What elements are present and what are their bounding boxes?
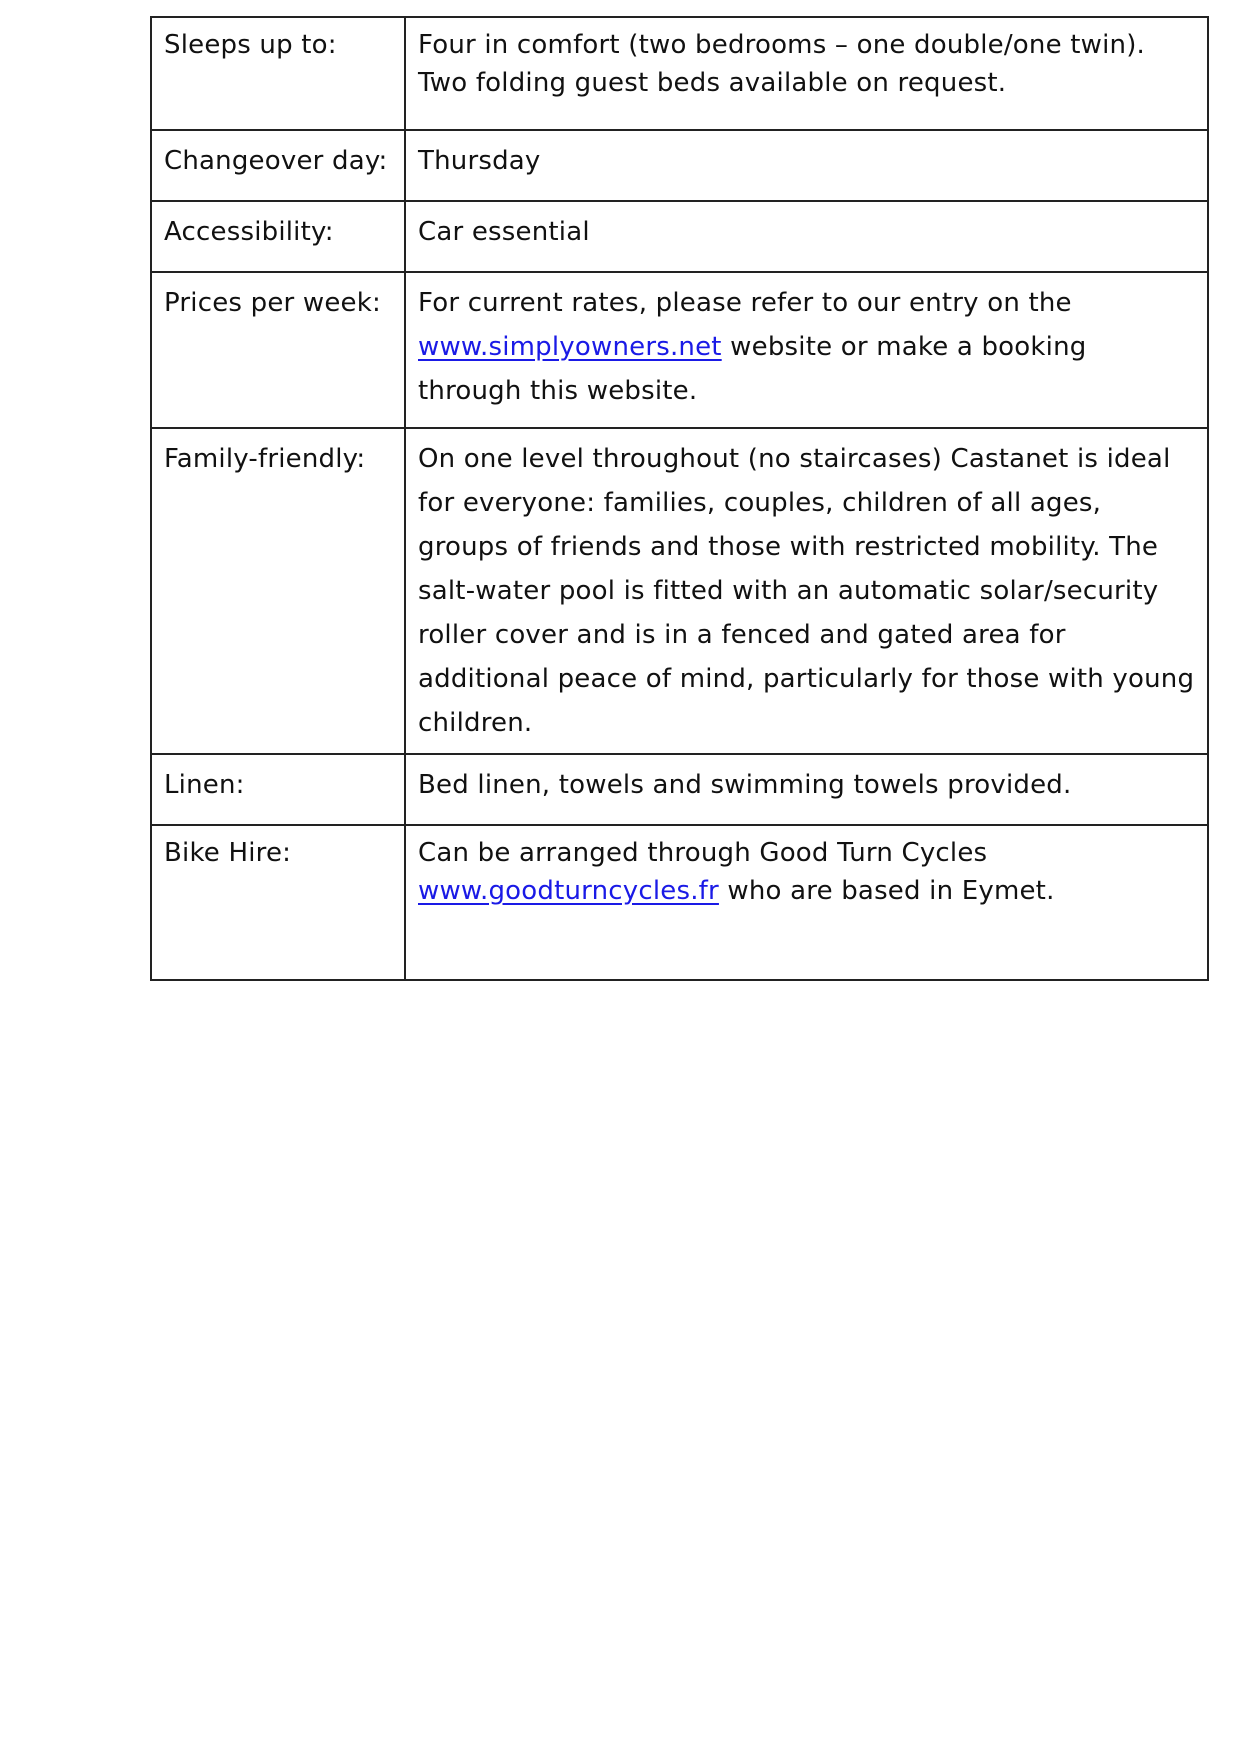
linen-value: Bed linen, towels and swimming towels provided. bbox=[405, 754, 1208, 825]
linen-label: Linen: bbox=[151, 754, 405, 825]
bike-text-after: who are based in Eymet. bbox=[718, 876, 1055, 906]
bike-label: Bike Hire: bbox=[151, 825, 405, 980]
sleeps-value: Four in comfort (two bedrooms – one double/one twin). Two folding guest beds available on request. bbox=[405, 17, 1208, 130]
row-changeover bbox=[151, 130, 1208, 201]
changeover-value: Thursday bbox=[405, 130, 1208, 201]
row-linen bbox=[151, 754, 1208, 825]
prices-value bbox=[405, 272, 1208, 428]
property-info-table bbox=[150, 16, 1209, 981]
accessibility-value: Car essential bbox=[405, 201, 1208, 272]
row-prices bbox=[151, 272, 1208, 428]
accessibility-label: Accessibility: bbox=[151, 201, 405, 272]
family-label: Family-friendly: bbox=[151, 428, 405, 754]
prices-label: Prices per week: bbox=[151, 272, 405, 428]
bike-text-before: Can be arranged through Good Turn Cycles bbox=[418, 838, 988, 868]
simplyowners-link[interactable]: www.simplyowners.net bbox=[418, 332, 722, 362]
goodturncycles-link[interactable]: www.goodturncycles.fr bbox=[418, 876, 719, 906]
changeover-label: Changeover day: bbox=[151, 130, 405, 201]
row-bike bbox=[151, 825, 1208, 980]
row-sleeps bbox=[151, 17, 1208, 130]
family-value: On one level throughout (no staircases) Castanet is ideal for everyone: families, couples, children of all ages, groups of friends and those with restricted mobility. The salt-water pool is fitted with an automatic solar/security roller cover and is in a fenced and gated area for additional peace of mind, particularly for those with young children. bbox=[405, 428, 1208, 754]
bike-value bbox=[405, 825, 1208, 980]
sleeps-label: Sleeps up to: bbox=[151, 17, 405, 130]
row-accessibility bbox=[151, 201, 1208, 272]
row-family bbox=[151, 428, 1208, 754]
prices-text-after: website or make a booking through this website. bbox=[418, 332, 1087, 406]
prices-text-before: For current rates, please refer to our entry on the bbox=[418, 288, 1072, 318]
